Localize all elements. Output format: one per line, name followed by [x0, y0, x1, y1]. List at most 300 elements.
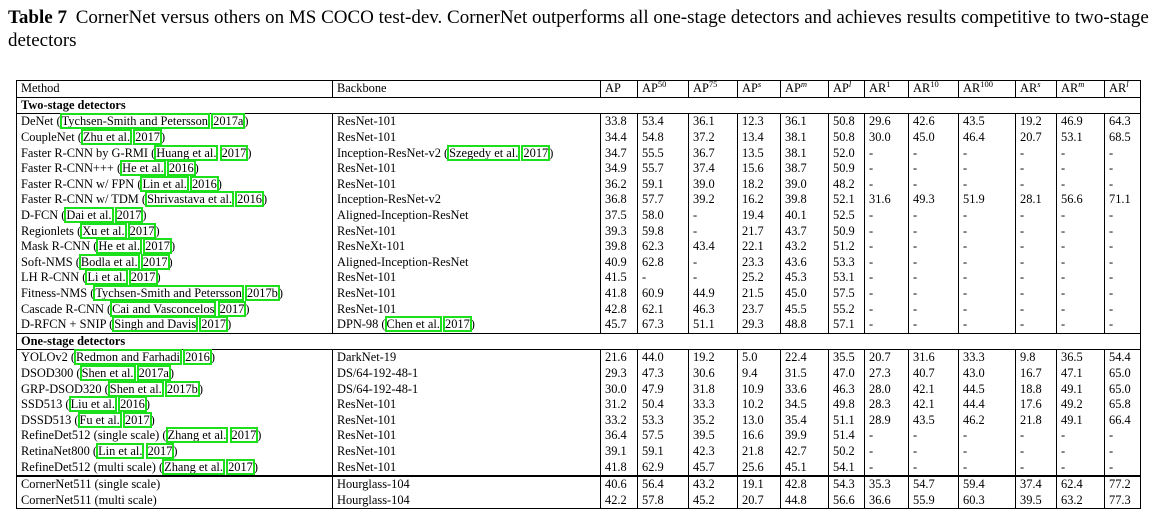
metric-cell: 43.0 [959, 366, 1016, 382]
col-header: $AP^l$ [829, 81, 865, 98]
method-cell: Soft-NMS (Bodla et al. 2017) [21, 254, 173, 269]
metric-cell: 47.0 [829, 366, 865, 382]
col-header: AR$^{100}$ [959, 81, 1016, 98]
backbone-cell: ResNet-101 [333, 177, 601, 193]
metric-cell: 38.1 [781, 130, 829, 146]
table-row [17, 476, 1141, 493]
metric-cell: 62.4 [1057, 476, 1105, 493]
metric-cell: - [638, 270, 689, 286]
metric-cell: 65.8 [1105, 397, 1141, 413]
citation-year-link[interactable]: 2017 [523, 145, 549, 160]
method-cell: Faster R-CNN w/ TDM (Shrivastava et al. 2016) [21, 192, 268, 207]
citation-link[interactable]: Shen et al. [81, 365, 134, 380]
method-cell: LH R-CNN (Li et al. 2017) [21, 270, 161, 285]
citation-link[interactable]: Singh and Davis [114, 317, 197, 332]
metric-cell: 21.7 [738, 223, 781, 239]
citation-year-link[interactable]: 2016 [185, 350, 210, 365]
metric-cell: - [959, 145, 1016, 161]
metric-cell: 63.2 [1057, 492, 1105, 508]
table-row [17, 428, 1141, 444]
metric-cell: 65.0 [1105, 381, 1141, 397]
backbone-cell: ResNet-101 [333, 301, 601, 317]
results-table [16, 80, 1141, 509]
table-row [17, 397, 1141, 413]
citation-year-link[interactable]: 2017 [135, 130, 160, 145]
metric-cell: - [1105, 161, 1141, 177]
metric-cell: 9.8 [1016, 350, 1057, 366]
metric-cell: 54.4 [1105, 350, 1141, 366]
metric-cell: - [689, 255, 738, 271]
citation-link[interactable]: Dai et al. [66, 208, 112, 223]
metric-cell: 38.1 [781, 145, 829, 161]
metric-cell: - [909, 208, 959, 224]
metric-cell: 56.6 [829, 492, 865, 508]
metric-cell: 52.1 [829, 192, 865, 208]
table-row [17, 192, 1141, 208]
citation-year-link[interactable]: 2017 [201, 317, 227, 332]
metric-cell: - [1016, 223, 1057, 239]
citation-year-link[interactable]: 2017 [445, 317, 470, 332]
metric-cell: - [959, 286, 1016, 302]
metric-cell: 44.4 [959, 397, 1016, 413]
metric-cell: 28.0 [865, 381, 909, 397]
citation-link[interactable]: Chen et al. [386, 317, 440, 332]
metric-cell: 60.9 [638, 286, 689, 302]
metric-cell: 27.3 [865, 366, 909, 382]
metric-cell: 55.5 [638, 145, 689, 161]
metric-cell: 49.8 [829, 397, 865, 413]
metric-cell: - [1105, 177, 1141, 193]
metric-cell: 13.5 [738, 145, 781, 161]
metric-cell: 42.1 [909, 381, 959, 397]
citation-year-link[interactable]: 2017 [228, 459, 253, 474]
metric-cell: 71.1 [1105, 192, 1141, 208]
metric-cell: - [1016, 428, 1057, 444]
metric-cell: 42.1 [909, 397, 959, 413]
metric-cell: - [1016, 208, 1057, 224]
citation-link[interactable]: Szegedy et al. [449, 145, 519, 160]
citation-link[interactable]: Bodla et al. [80, 254, 138, 269]
metric-cell: 36.1 [781, 114, 829, 130]
metric-cell: 40.1 [781, 208, 829, 224]
metric-cell: - [1105, 208, 1141, 224]
citation-link[interactable]: Lin et al. [142, 176, 187, 191]
metric-cell: - [1016, 161, 1057, 177]
metric-cell: 33.3 [689, 397, 738, 413]
metric-cell: - [909, 270, 959, 286]
metric-cell: 42.8 [781, 476, 829, 493]
metric-cell: 49.3 [909, 192, 959, 208]
metric-cell: - [1057, 223, 1105, 239]
metric-cell: 37.4 [689, 161, 738, 177]
citation-year-link[interactable]: 2017a [213, 114, 244, 129]
metric-cell: 45.0 [781, 286, 829, 302]
citation-link[interactable]: Lin et al. [98, 443, 143, 458]
metric-cell: 36.8 [601, 192, 638, 208]
metric-cell: 55.9 [909, 492, 959, 508]
metric-cell: 57.8 [638, 492, 689, 508]
table-row [17, 286, 1141, 302]
metric-cell: 39.8 [601, 239, 638, 255]
caption-label: Table 7 [8, 7, 67, 28]
metric-cell: - [865, 428, 909, 444]
metric-cell: 35.2 [689, 412, 738, 428]
metric-cell: 21.8 [1016, 412, 1057, 428]
col-header: AP [601, 81, 638, 98]
metric-cell: 62.3 [638, 239, 689, 255]
metric-cell: 54.1 [829, 459, 865, 476]
backbone-cell: Aligned-Inception-ResNet [333, 208, 601, 224]
metric-cell: 29.3 [601, 366, 638, 382]
metric-cell: - [865, 317, 909, 333]
metric-cell: 50.9 [829, 161, 865, 177]
citation-link[interactable]: Xu et al. [82, 223, 125, 238]
metric-cell: 31.6 [909, 350, 959, 366]
method-cell: CornerNet511 (multi scale) [21, 492, 157, 507]
metric-cell: 49.2 [1057, 397, 1105, 413]
metric-cell: - [959, 239, 1016, 255]
col-header: $AP^s$ [738, 81, 781, 98]
citation-year-link[interactable]: 2017 [116, 208, 142, 223]
metric-cell: 5.0 [738, 350, 781, 366]
metric-cell: 34.5 [781, 397, 829, 413]
table-row [17, 317, 1141, 333]
metric-cell: 39.1 [601, 444, 638, 460]
metric-cell: 29.6 [865, 114, 909, 130]
metric-cell: - [909, 161, 959, 177]
metric-cell: - [689, 208, 738, 224]
metric-cell: 30.0 [601, 381, 638, 397]
metric-cell: - [865, 270, 909, 286]
metric-cell: - [909, 177, 959, 193]
metric-cell: 62.8 [638, 255, 689, 271]
citation-year-link[interactable]: 2017 [129, 223, 155, 238]
metric-cell: 41.8 [601, 459, 638, 476]
metric-cell: - [959, 223, 1016, 239]
citation-link[interactable]: Zhang et al. [164, 459, 223, 474]
metric-cell: 19.1 [738, 476, 781, 493]
metric-cell: 43.5 [909, 412, 959, 428]
metric-cell: 46.3 [829, 381, 865, 397]
citation-year-link[interactable]: 2017 [124, 412, 150, 427]
citation-year-link[interactable]: 2017 [145, 239, 170, 254]
metric-cell: - [1057, 317, 1105, 333]
metric-cell: 49.1 [1057, 381, 1105, 397]
citation-link[interactable]: Tychsen-Smith and Petersson [95, 286, 242, 301]
method-cell: Cascade R-CNN (Cai and Vasconcelos 2017) [21, 301, 250, 316]
metric-cell: 28.1 [1016, 192, 1057, 208]
citation-link[interactable]: He et al. [98, 239, 141, 254]
metric-cell: 52.5 [829, 208, 865, 224]
backbone-cell: Hourglass-104 [333, 476, 601, 493]
metric-cell: 30.6 [689, 366, 738, 382]
metric-cell: 25.2 [738, 270, 781, 286]
metric-cell: 39.5 [689, 428, 738, 444]
metric-cell: 53.4 [638, 114, 689, 130]
table-row [17, 444, 1141, 460]
metric-cell: 43.6 [781, 255, 829, 271]
backbone-cell: ResNet-101 [333, 130, 601, 146]
table-row [17, 381, 1141, 397]
method-cell: SSD513 (Liu et al. 2016) [21, 397, 150, 412]
metric-cell: - [1057, 208, 1105, 224]
metric-cell: - [909, 301, 959, 317]
metric-cell: 19.2 [1016, 114, 1057, 130]
citation-year-link[interactable]: 2016 [191, 176, 217, 191]
metric-cell: 59.4 [959, 476, 1016, 493]
backbone-cell: DPN-98 (Chen et al. 2017) [333, 317, 601, 333]
table-row [17, 130, 1141, 146]
metric-cell: 15.6 [738, 161, 781, 177]
metric-cell: 22.1 [738, 239, 781, 255]
metric-cell: - [1057, 286, 1105, 302]
table-row [17, 114, 1141, 130]
metric-cell: - [959, 301, 1016, 317]
metric-cell: - [865, 177, 909, 193]
citation-year-link[interactable]: 2016 [237, 192, 262, 207]
metric-cell: 77.2 [1105, 476, 1141, 493]
metric-cell: 36.5 [1057, 350, 1105, 366]
backbone-cell: ResNet-101 [333, 459, 601, 476]
metric-cell: 18.8 [1016, 381, 1057, 397]
table-row [17, 255, 1141, 271]
method-cell: DeNet (Tychsen-Smith and Petersson 2017a) [21, 114, 249, 129]
citation-year-link[interactable]: 2017 [147, 443, 173, 458]
method-cell: Regionlets (Xu et al. 2017) [21, 223, 160, 238]
metric-cell: - [1057, 177, 1105, 193]
metric-cell: - [909, 428, 959, 444]
col-header: $AR^1$ [865, 81, 909, 98]
section-header-row [17, 97, 1141, 114]
metric-cell: 53.1 [1057, 130, 1105, 146]
table-row [17, 459, 1141, 476]
method-cell: Faster R-CNN+++ (He et al. 2016) [21, 161, 199, 176]
metric-cell: 21.6 [601, 350, 638, 366]
metric-cell: - [1016, 177, 1057, 193]
metric-cell: - [1105, 255, 1141, 271]
metric-cell: 59.8 [638, 223, 689, 239]
metric-cell: 33.8 [601, 114, 638, 130]
metric-cell: 58.0 [638, 208, 689, 224]
metric-cell: - [909, 444, 959, 460]
metric-cell: 45.5 [781, 301, 829, 317]
citation-link[interactable]: Zhu et al. [82, 130, 131, 145]
metric-cell: - [1057, 444, 1105, 460]
metric-cell: - [1057, 255, 1105, 271]
metric-cell: - [909, 239, 959, 255]
metric-cell: 37.5 [601, 208, 638, 224]
col-header: $AR^m$ [1057, 81, 1105, 98]
metric-cell: - [865, 145, 909, 161]
col-header: Backbone [333, 81, 601, 98]
metric-cell: - [1016, 239, 1057, 255]
metric-cell: - [959, 428, 1016, 444]
metric-cell: - [865, 459, 909, 476]
citation-link[interactable]: Shrivastava et al. [147, 192, 233, 207]
metric-cell: 35.3 [865, 476, 909, 493]
citation-year-link[interactable]: 2017 [231, 428, 257, 443]
method-cell: YOLOv2 (Redmon and Farhadi 2016) [21, 350, 216, 365]
metric-cell: 45.1 [781, 459, 829, 476]
metric-cell: 28.3 [865, 397, 909, 413]
metric-cell: 44.0 [638, 350, 689, 366]
table-body [17, 97, 1141, 508]
method-cell: CoupleNet (Zhu et al. 2017) [21, 130, 166, 145]
metric-cell: - [909, 286, 959, 302]
citation-link[interactable]: Fu et al. [79, 412, 120, 427]
metric-cell: - [689, 223, 738, 239]
metric-cell: 34.4 [601, 130, 638, 146]
citation-year-link[interactable]: 2016 [168, 161, 194, 176]
metric-cell: 68.5 [1105, 130, 1141, 146]
metric-cell: 10.2 [738, 397, 781, 413]
metric-cell: 43.2 [781, 239, 829, 255]
metric-cell: - [865, 239, 909, 255]
metric-cell: - [1057, 270, 1105, 286]
metric-cell: 25.6 [738, 459, 781, 476]
caption-text: CornerNet versus others on MS COCO test-dev. CornerNet outperforms all one-stage detectors and achieves results competitive to two-stage detectors [8, 7, 1149, 51]
table-row [17, 492, 1141, 508]
metric-cell: - [865, 208, 909, 224]
col-header: $AR^s$ [1016, 81, 1057, 98]
metric-cell: 56.6 [1057, 192, 1105, 208]
citation-year-link[interactable]: 2017b [166, 381, 198, 396]
metric-cell: 16.2 [738, 192, 781, 208]
metric-cell: 57.5 [829, 286, 865, 302]
metric-cell: - [1057, 239, 1105, 255]
metric-cell: - [1057, 145, 1105, 161]
metric-cell: 39.0 [781, 177, 829, 193]
metric-cell: 42.2 [601, 492, 638, 508]
method-cell: RefineDet512 (single scale) (Zhang et al. 2017) [21, 428, 262, 443]
citation-year-link[interactable]: 2016 [120, 397, 145, 412]
metric-cell: 47.9 [638, 381, 689, 397]
metric-cell: 51.1 [689, 317, 738, 333]
metric-cell: 47.1 [1057, 366, 1105, 382]
metric-cell: 9.4 [738, 366, 781, 382]
metric-cell: 54.8 [638, 130, 689, 146]
metric-cell: 53.3 [638, 412, 689, 428]
metric-cell: - [1105, 145, 1141, 161]
table-row [17, 350, 1141, 366]
method-cell: DSSD513 (Fu et al. 2017) [21, 412, 155, 427]
citation-link[interactable]: Huang et al. [156, 145, 217, 160]
metric-cell: 41.8 [601, 286, 638, 302]
metric-cell: - [1057, 301, 1105, 317]
citation-link[interactable]: He et al. [122, 161, 164, 176]
method-cell: CornerNet511 (single scale) [17, 476, 333, 493]
citation-link[interactable]: Cai and Vasconcelos [112, 301, 215, 316]
backbone-cell: ResNet-101 [333, 412, 601, 428]
metric-cell: 59.1 [638, 444, 689, 460]
backbone-cell: DS/64-192-48-1 [333, 381, 601, 397]
metric-cell: - [1016, 317, 1057, 333]
metric-cell: 37.4 [1016, 476, 1057, 493]
metric-cell: - [1105, 301, 1141, 317]
metric-cell: 40.9 [601, 255, 638, 271]
metric-cell: - [1105, 444, 1141, 460]
citation-link[interactable]: Li et al. [87, 270, 126, 285]
table-row [17, 177, 1141, 193]
section-title: One-stage detectors [17, 333, 1141, 350]
table-header [17, 81, 1141, 98]
metric-cell: 45.7 [601, 317, 638, 333]
col-header: AP$^{50}$ [638, 81, 689, 98]
metric-cell: 40.7 [909, 366, 959, 382]
metric-cell: - [689, 270, 738, 286]
col-header: AP$^{75}$ [689, 81, 738, 98]
metric-cell: 44.9 [689, 286, 738, 302]
citation-link[interactable]: Redmon and Farhadi [76, 350, 180, 365]
metric-cell: 18.2 [738, 177, 781, 193]
metric-cell: 19.2 [689, 350, 738, 366]
col-header: Method [17, 81, 333, 98]
metric-cell: 13.4 [738, 130, 781, 146]
citation-link[interactable]: Zhang et al. [167, 428, 227, 443]
metric-cell: 59.1 [638, 177, 689, 193]
metric-cell: 45.2 [689, 492, 738, 508]
metric-cell: 45.7 [689, 459, 738, 476]
metric-cell: 53.3 [829, 255, 865, 271]
metric-cell: 34.9 [601, 161, 638, 177]
citation-link[interactable]: Shen et al. [109, 381, 162, 396]
metric-cell: - [959, 177, 1016, 193]
metric-cell: 39.5 [1016, 492, 1057, 508]
citation-year-link[interactable]: 2017 [219, 301, 245, 316]
metric-cell: - [959, 161, 1016, 177]
metric-cell: 46.3 [689, 301, 738, 317]
citation-year-link[interactable]: 2017a [138, 365, 169, 380]
citation-year-link[interactable]: 2017b [246, 286, 278, 301]
metric-cell: 50.9 [829, 223, 865, 239]
citation-year-link[interactable]: 2017 [130, 270, 156, 285]
method-cell: Fitness-NMS (Tychsen-Smith and Petersson 2017b) [21, 286, 284, 301]
backbone-cell: ResNet-101 [333, 286, 601, 302]
method-cell: Mask R-CNN (He et al. 2017) [21, 239, 176, 254]
metric-cell: 66.4 [1105, 412, 1141, 428]
citation-link[interactable]: Tychsen-Smith and Petersson [61, 114, 209, 129]
metric-cell: 28.9 [865, 412, 909, 428]
metric-cell: 50.8 [829, 114, 865, 130]
metric-cell: 33.2 [601, 412, 638, 428]
method-cell: RetinaNet800 (Lin et al. 2017) [21, 443, 178, 458]
metric-cell: 46.9 [1057, 114, 1105, 130]
metric-cell: 31.6 [865, 192, 909, 208]
backbone-cell: DS/64-192-48-1 [333, 366, 601, 382]
metric-cell: 51.1 [829, 412, 865, 428]
metric-cell: - [909, 255, 959, 271]
metric-cell: - [1016, 444, 1057, 460]
metric-cell: 10.9 [738, 381, 781, 397]
metric-cell: - [959, 444, 1016, 460]
metric-cell: 20.7 [1016, 130, 1057, 146]
table-row [17, 223, 1141, 239]
table-row [17, 161, 1141, 177]
citation-year-link[interactable]: 2017 [142, 254, 168, 269]
metric-cell: 33.3 [959, 350, 1016, 366]
metric-cell: - [909, 145, 959, 161]
metric-cell: 19.4 [738, 208, 781, 224]
backbone-cell: Hourglass-104 [333, 492, 601, 508]
metric-cell: 62.9 [638, 459, 689, 476]
metric-cell: - [1105, 286, 1141, 302]
metric-cell: - [959, 459, 1016, 476]
method-cell: RefineDet512 (multi scale) (Zhang et al. 2017) [21, 459, 258, 474]
metric-cell: 62.1 [638, 301, 689, 317]
metric-cell: - [1105, 270, 1141, 286]
citation-link[interactable]: Liu et al. [70, 397, 115, 412]
citation-year-link[interactable]: 2017 [221, 145, 247, 160]
